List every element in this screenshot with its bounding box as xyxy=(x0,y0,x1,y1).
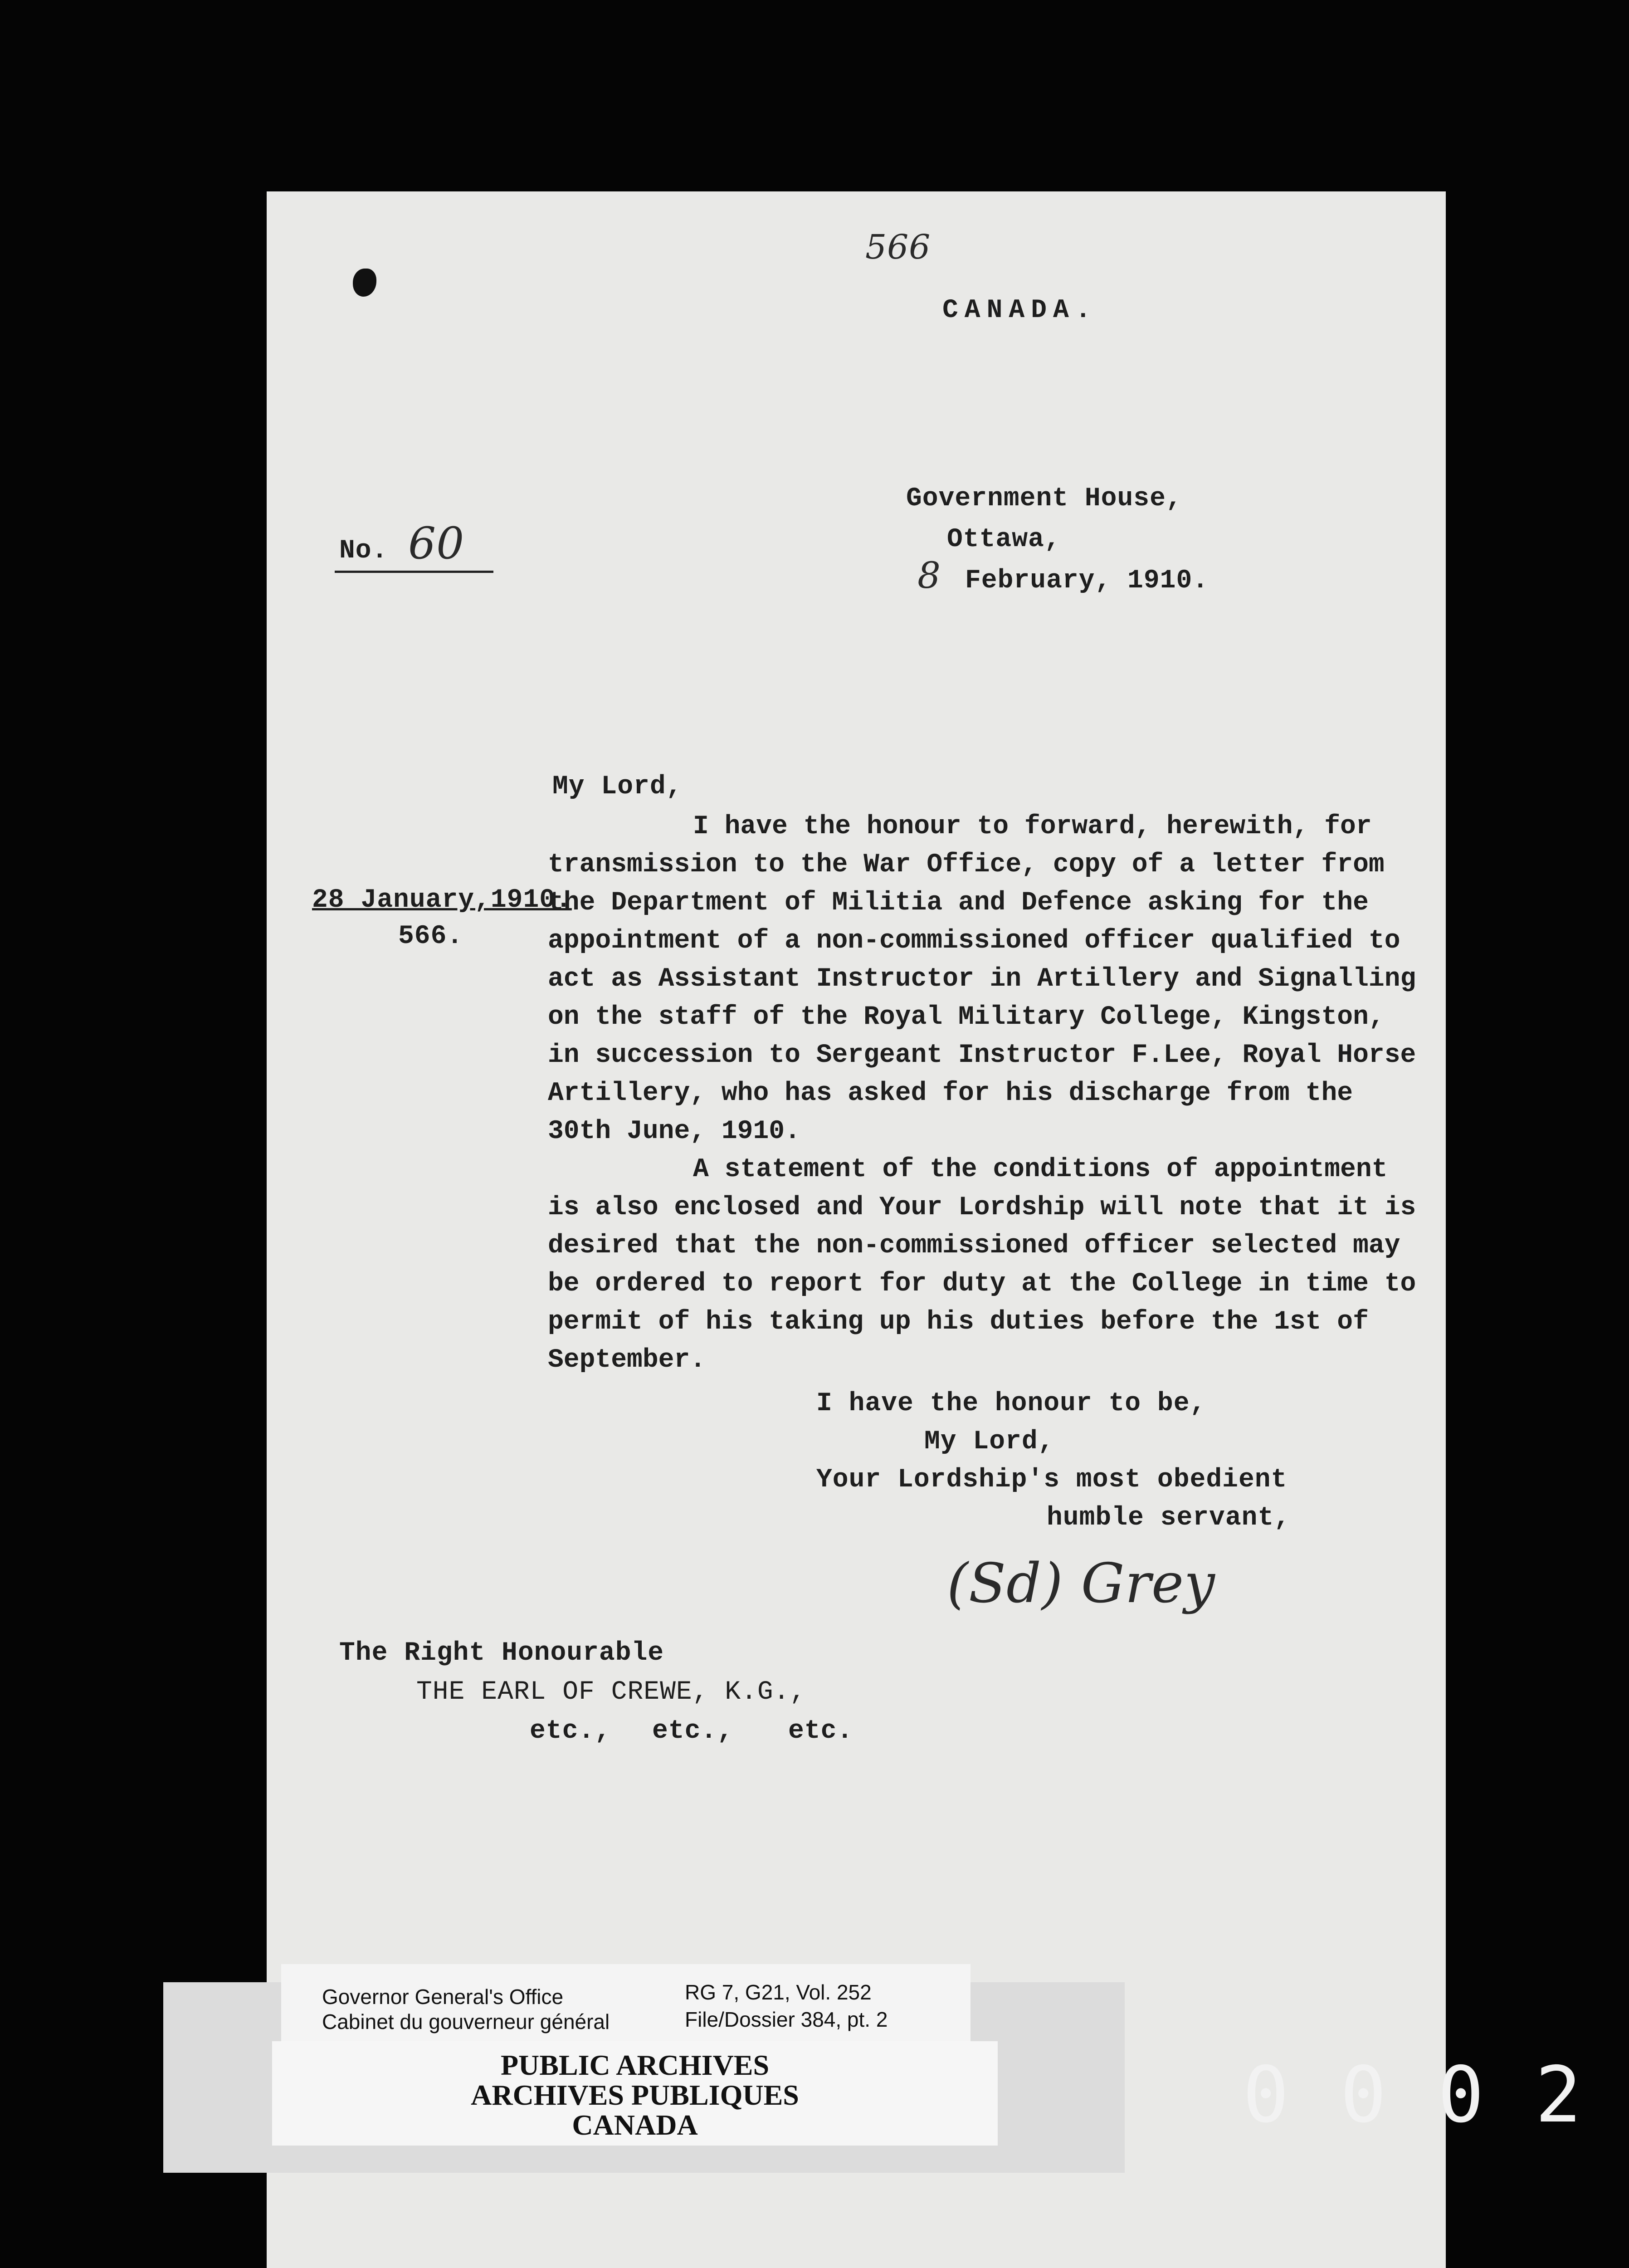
date-rest: February, 1910. xyxy=(965,566,1209,596)
body-line: 30th June, 1910. xyxy=(548,1117,800,1146)
archive-file: File/Dossier 384, pt. 2 xyxy=(685,2008,888,2031)
ink-blot xyxy=(353,269,376,297)
office-english: Governor General's Office xyxy=(322,1985,564,2009)
body-line: is also enclosed and Your Lordship will note that it is xyxy=(548,1193,1416,1222)
body-line: Artillery, who has asked for his discharge from the xyxy=(548,1079,1353,1108)
addressee-line-1: The Right Honourable xyxy=(339,1638,664,1668)
closing-line: humble servant, xyxy=(1047,1503,1291,1533)
signature: (Sd) Grey xyxy=(947,1552,1215,1615)
banner-line-2: ARCHIVES PUBLIQUES xyxy=(471,2079,799,2111)
closing-line: My Lord, xyxy=(924,1427,1054,1457)
closing-line: Your Lordship's most obedient xyxy=(816,1465,1288,1495)
body-line: permit of his taking up his duties before the 1st of xyxy=(548,1307,1369,1337)
margin-ref-number: 566. xyxy=(398,922,463,951)
frame-counter-digit: 0 xyxy=(1438,2050,1484,2140)
dispatch-number: 60 xyxy=(408,518,465,569)
archive-reference: RG 7, G21, Vol. 252 xyxy=(685,1980,872,2004)
addressee-line-2: THE EARL OF CREWE, K.G., xyxy=(416,1677,806,1707)
banner-line-1: PUBLIC ARCHIVES xyxy=(500,2049,770,2081)
body-line: I have the honour to forward, herewith, for xyxy=(693,812,1372,841)
frame-counter-digit: 0 xyxy=(1243,2050,1289,2140)
body-line: transmission to the War Office, copy of a letter from xyxy=(548,850,1385,880)
address-line-1: Government House, xyxy=(906,484,1182,513)
archives-banner xyxy=(272,2041,998,2146)
address-line-2: Ottawa, xyxy=(947,525,1061,554)
body-line: September. xyxy=(548,1345,706,1375)
dispatch-underline xyxy=(335,571,493,573)
date-day: 8 xyxy=(917,554,941,596)
body-line: the Department of Militia and Defence asking for the xyxy=(548,888,1369,918)
country-heading: CANADA. xyxy=(942,296,1097,325)
body-line: be ordered to report for duty at the College in time to xyxy=(548,1269,1416,1299)
margin-ref-date: 28 January,1910. xyxy=(312,885,572,915)
body-line: on the staff of the Royal Military College, Kingston, xyxy=(548,1002,1385,1032)
closing-line: I have the honour to be, xyxy=(816,1389,1206,1418)
body-line: A statement of the conditions of appointment xyxy=(693,1155,1388,1184)
folio-number: 566 xyxy=(865,228,931,267)
dispatch-label: No. xyxy=(339,536,388,566)
salutation: My Lord, xyxy=(552,772,683,802)
body-line: desired that the non-commissioned officer selected may xyxy=(548,1231,1400,1261)
office-french: Cabinet du gouverneur général xyxy=(322,2010,610,2033)
banner-line-3: CANADA xyxy=(572,2109,698,2141)
body-line: act as Assistant Instructor in Artillery and Signalling xyxy=(548,964,1416,994)
letter-page xyxy=(267,191,1446,2268)
body-line: in succession to Sergeant Instructor F.Lee, Royal Horse xyxy=(548,1041,1416,1070)
frame-counter-digit: 2 xyxy=(1535,2050,1582,2140)
addressee-etc: etc. xyxy=(788,1716,854,1746)
addressee-etc: etc., xyxy=(652,1716,734,1746)
addressee-etc: etc., xyxy=(530,1716,611,1746)
frame-counter-digit: 0 xyxy=(1340,2050,1387,2140)
body-line: appointment of a non-commissioned officer qualified to xyxy=(548,926,1400,956)
